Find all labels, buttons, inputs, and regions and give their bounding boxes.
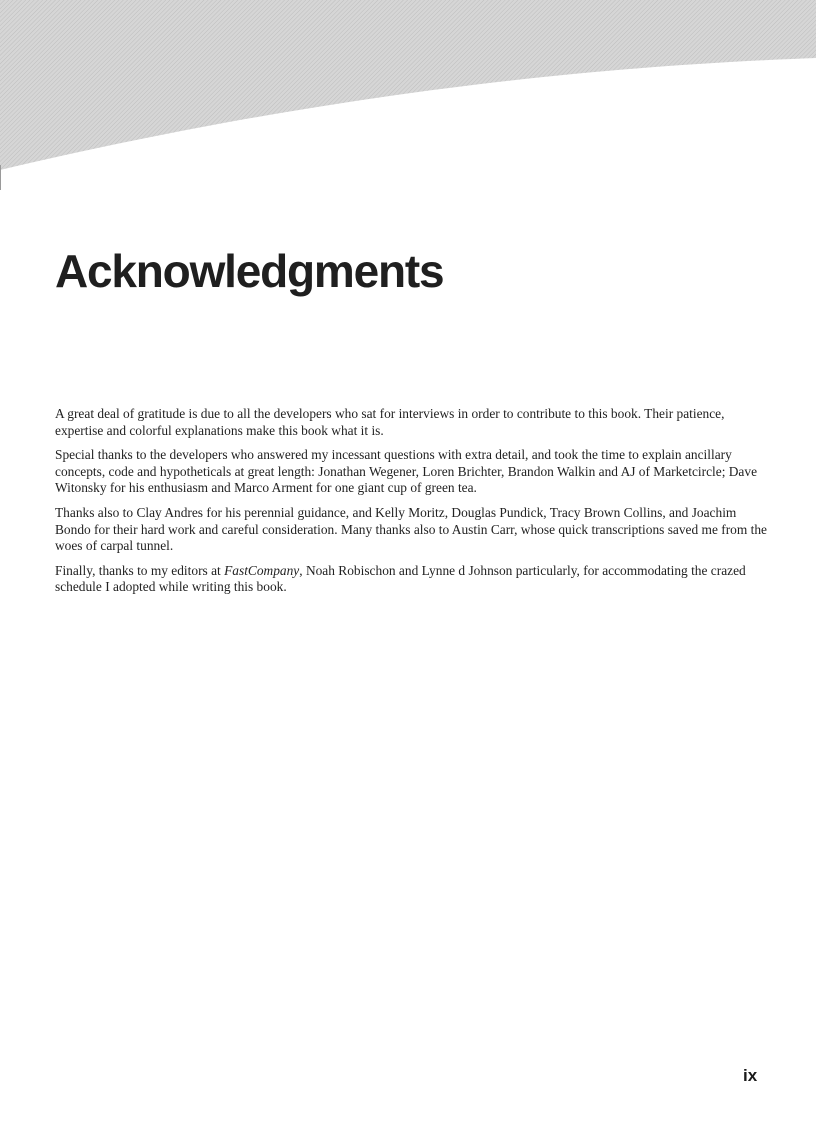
paragraph-2: Special thanks to the developers who answered my incessant questions with extra detail, and took the time to explain ancillary concepts, code and hypotheticals at great length: Jonathan Wegener, Loren Brichter, Brandon Walkin and AJ of Marketcircle; Dave Witonsky for his enthusiasm and Marco Arment for one giant cup of green tea. [55,447,758,496]
paragraph-3: Thanks also to Clay Andres for his perennial guidance, and Kelly Moritz, Douglas Pundick, Tracy Brown Collins, and Joachim Bondo for their hard work and careful consideration. Many thanks also to Austin Carr, whose quick transcriptions saved me from the woes of carpal tunnel. [55,504,767,554]
publication-name: FastCompany [224,562,300,578]
paragraph-4-lead: Finally, thanks to my editors at [55,562,225,578]
body-text [55,406,769,604]
paragraph-4 [55,563,769,596]
paragraph-4-rest: , Noah Robischon and Lynne d Johnson particularly, for accommodating the crazed schedule I adopted while writing this book. [55,562,746,595]
page-number: ix [743,1066,758,1085]
chapter-title: Acknowledgments [55,245,444,297]
header-swoosh-graphic [0,0,816,200]
paragraph-1: A great deal of gratitude is due to all the developers who sat for interviews in order to contribute to this book. Their patience, expertise and colorful explanations make this book what it is. [55,406,725,438]
